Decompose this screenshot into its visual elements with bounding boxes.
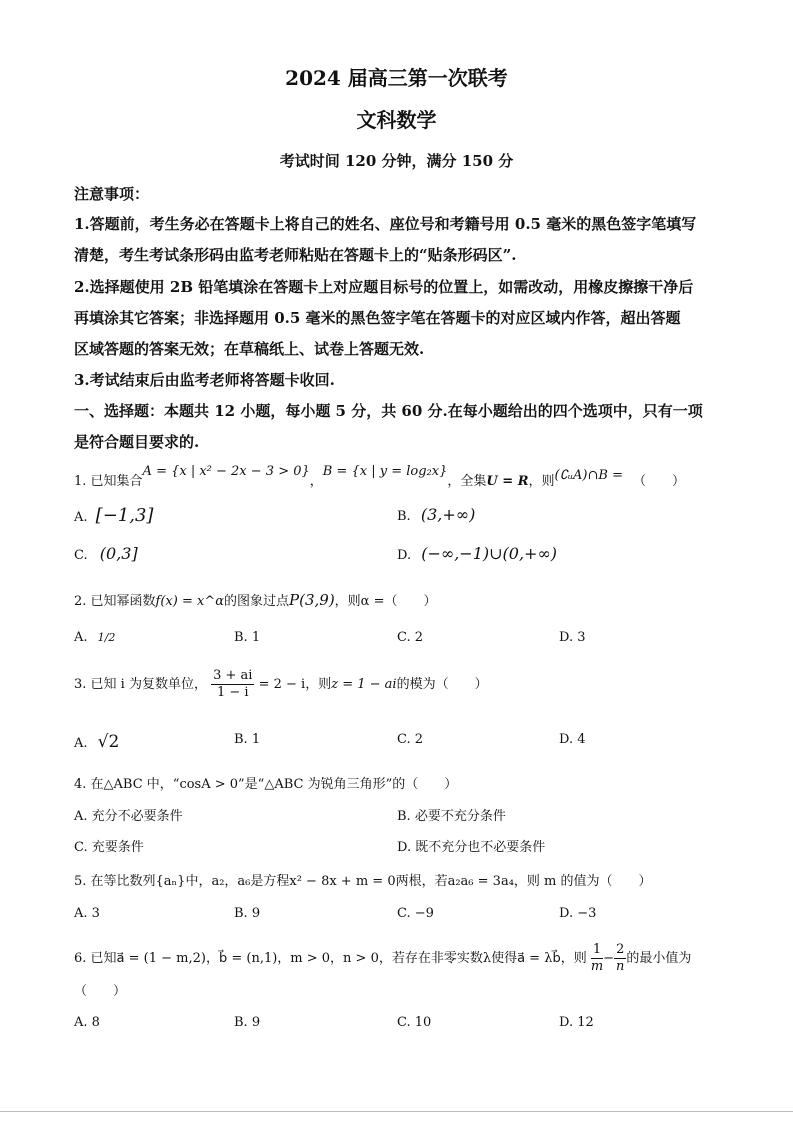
notice-line: 再填涂其它答案；非选择题用 0.5 毫米的黑色签字笔在答题卡的对应区域内作答，超出答题 xyxy=(74,309,681,327)
option-value: [−1,3] xyxy=(95,505,154,526)
option-a: A. 8 xyxy=(74,1015,100,1030)
page-title: 2024 届高三第一次联考 xyxy=(285,66,508,90)
fraction-denominator: n xyxy=(616,959,625,974)
option-d: D. 12 xyxy=(559,1015,594,1030)
q2-text: ，则α =（ ） xyxy=(334,594,437,609)
option-label: B. xyxy=(397,509,411,524)
option-a: A. 充分不必要条件 xyxy=(74,809,183,824)
option-label: C. xyxy=(74,548,88,563)
question-2-stem xyxy=(74,590,436,609)
option-value: (3,+∞) xyxy=(420,505,476,524)
option-label: D. xyxy=(397,548,412,563)
q3-z: z = 1 − ai xyxy=(331,677,397,692)
option-a xyxy=(74,630,115,645)
exam-info: 考试时间 120 分钟，满分 150 分 xyxy=(279,152,514,170)
q2-text: 2. 已知幂函数 xyxy=(74,594,156,609)
question-1-stem: 1. 已知集合A = {x | x² − 2x − 3 > 0}，B = {x | y = log₂x}，全集U = R，则(∁ᵤA)∩B = （ ） xyxy=(74,464,685,489)
question-6-stem xyxy=(74,942,691,975)
option-label: A. xyxy=(74,630,88,645)
option-a: A. 3 xyxy=(74,906,100,921)
q6-fraction-1 xyxy=(591,942,603,975)
option-d: D. 3 xyxy=(559,630,586,645)
notice-line: 清楚，考生考试条形码由监考老师粘贴在答题卡上的“贴条形码区”. xyxy=(74,246,517,264)
option-b: B. 1 xyxy=(234,732,261,747)
q1-text: 1. 已知集合 xyxy=(74,474,143,489)
option-d: D. −3 xyxy=(559,906,597,921)
option-b: B. 9 xyxy=(234,1015,261,1030)
q3-eq: = 2 − i xyxy=(258,677,306,692)
q2-func: f(x) = x^α xyxy=(155,594,224,609)
option-c: C. 10 xyxy=(397,1015,432,1030)
option-c: C. 充要条件 xyxy=(74,840,144,855)
q3-text: 3. 已知 i 为复数单位， xyxy=(74,677,207,692)
q6-text: 6. 已知a⃗ = (1 − m,2)，b⃗ = (n,1)，m > 0，n > 0，若存在非零实数λ使得a⃗ = λb⃗，则 xyxy=(74,951,587,966)
question-6-paren: （ ） xyxy=(74,984,127,999)
option-d xyxy=(397,544,557,563)
fraction-numerator: 1 xyxy=(591,942,603,959)
q6-text: 的最小值为 xyxy=(626,951,692,966)
q1-expr: (∁ᵤA)∩B = xyxy=(554,468,623,483)
option-b: B. 必要不充分条件 xyxy=(397,809,506,824)
q6-minus: − xyxy=(603,951,615,966)
option-d: D. 既不充分也不必要条件 xyxy=(397,840,546,855)
option-a xyxy=(74,732,119,752)
notice-line: 1.答题前，考生务必在答题卡上将自己的姓名、座位号和考籍号用 0.5 毫米的黑色签字笔填写 xyxy=(74,215,697,233)
notice-line: 3.考试结束后由监考老师将答题卡收回. xyxy=(74,371,335,389)
question-3-stem xyxy=(74,668,488,701)
option-value: √2 xyxy=(97,732,120,752)
q3-text: ，则 xyxy=(305,677,332,692)
option-b: B. 1 xyxy=(234,630,261,645)
option-d: D. 4 xyxy=(559,732,586,747)
option-a xyxy=(74,505,153,526)
option-value: (−∞,−1)∪(0,+∞) xyxy=(421,544,558,563)
q2-point: P(3,9) xyxy=(289,591,335,609)
notice-line: 区域答题的答案无效；在草稿纸上、试卷上答题无效. xyxy=(74,340,425,358)
question-4-stem: 4. 在△ABC 中，“cosA > 0”是“△ABC 为锐角三角形”的（ ） xyxy=(74,777,458,792)
option-value: 1/2 xyxy=(97,631,116,644)
option-value: (0,3] xyxy=(99,544,138,563)
section-heading: 是符合题目要求的. xyxy=(74,433,200,451)
q3-text: 的模为（ ） xyxy=(396,677,488,692)
fraction-numerator: 2 xyxy=(616,942,625,957)
option-label: A. xyxy=(74,736,88,751)
notice-line: 2.选择题使用 2B 铅笔填涂在答题卡上对应题目标号的位置上，如需改动，用橡皮擦擦干净后 xyxy=(74,278,694,296)
q3-fraction xyxy=(211,668,254,701)
section-heading: 一、选择题：本题共 12 小题，每小题 5 分，共 60 分.在每小题给出的四个选项中，只有一项 xyxy=(74,402,703,420)
option-label: A. xyxy=(74,510,88,525)
option-c: C. 2 xyxy=(397,630,424,645)
option-b xyxy=(397,505,475,524)
q1-text: ，则 xyxy=(528,474,555,489)
fraction-numerator: 3 + ai xyxy=(213,668,253,683)
option-c: C. −9 xyxy=(397,906,434,921)
q1-text: ，全集 xyxy=(447,474,487,489)
q1-universe: U = R xyxy=(486,474,529,489)
q2-text: 的图象过点 xyxy=(224,594,290,609)
option-c xyxy=(74,544,138,563)
notice-heading: 注意事项： xyxy=(74,185,150,203)
subject-title: 文科数学 xyxy=(356,108,437,132)
q1-set-b: B = {x | y = log₂x} xyxy=(322,464,448,479)
q6-fraction-2 xyxy=(614,942,626,975)
q1-set-a: A = {x | x² − 2x − 3 > 0} xyxy=(142,464,310,479)
fraction-denominator: 1 − i xyxy=(216,685,249,700)
page-bottom-divider xyxy=(0,1111,793,1112)
option-b: B. 9 xyxy=(234,906,261,921)
option-c: C. 2 xyxy=(397,732,424,747)
question-5-stem: 5. 在等比数列{aₙ}中，a₂，a₆是方程x² − 8x + m = 0两根，若a₂a₆ = 3a₄，则 m 的值为（ ） xyxy=(74,874,652,889)
fraction-denominator: m xyxy=(590,959,604,974)
q1-paren: （ ） xyxy=(632,474,685,489)
